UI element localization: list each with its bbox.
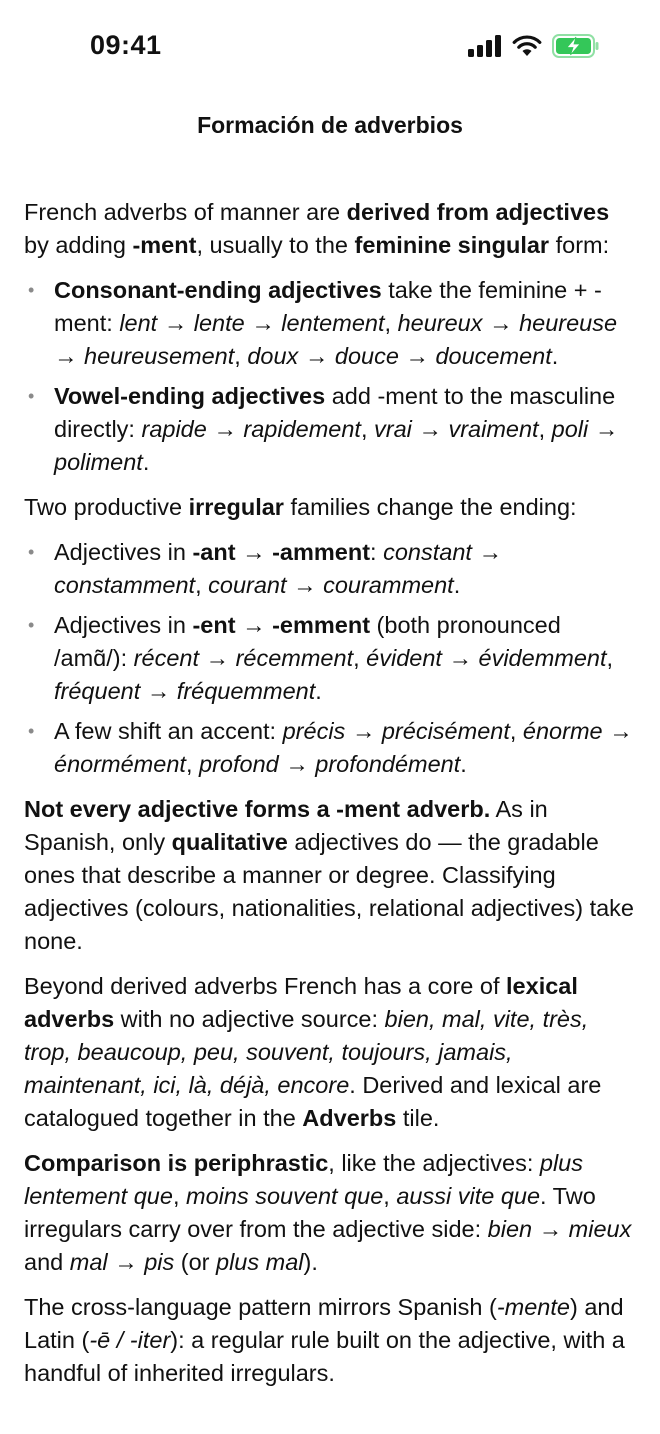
list-item [24, 536, 636, 602]
italic-text: douce [334, 343, 399, 369]
text-run: . [453, 572, 461, 598]
text-run: → [588, 416, 619, 442]
text-run: , [185, 751, 199, 777]
text-run: → [107, 1249, 145, 1275]
bold-text: Adverbs [302, 1105, 397, 1131]
text-run: → [345, 718, 382, 744]
text-run: ) and Latin ( [24, 1294, 624, 1353]
text-run: add -ment to the masculine directly: [54, 383, 616, 442]
text-run: French adverbs of manner are [24, 199, 347, 225]
paragraph-cross-language [24, 1291, 636, 1390]
text-run: → [532, 1216, 569, 1242]
text-run: , [360, 416, 375, 442]
italic-text: plus lentement que [24, 1150, 584, 1209]
paragraph-comparison [24, 1147, 636, 1279]
italic-text: récent [133, 645, 199, 671]
text-run: take the feminine + -ment: [54, 277, 602, 336]
text-run: → [482, 310, 520, 336]
text-run: adjectives do — the gradable ones that describe a manner or degree. Classifying adjectives (colours, nationalities, relational adjectives) take none. [24, 829, 635, 954]
text-run: , [384, 310, 398, 336]
status-icons [468, 34, 600, 58]
text-run: . Derived and lexical are catalogued together in the [24, 1072, 602, 1131]
text-run: → [235, 612, 273, 638]
text-run: Beyond derived adverbs French has a core of [24, 973, 507, 999]
text-run: → [54, 343, 85, 369]
text-run: → [398, 343, 436, 369]
text-run: (or [174, 1249, 217, 1275]
text-run: , [509, 718, 523, 744]
italic-text: récemment [235, 645, 354, 671]
list-regular-formation [24, 274, 636, 479]
text-run: , [234, 343, 248, 369]
status-time: 09:41 [90, 30, 162, 60]
italic-text: fréquent [54, 678, 141, 704]
text-run: , [353, 645, 367, 671]
text-run: Adjectives in [54, 539, 193, 565]
page-title: Formación de adverbios [197, 112, 463, 138]
text-run: . [142, 449, 150, 475]
italic-text: doucement [435, 343, 552, 369]
battery-charging-icon [552, 34, 600, 58]
italic-text: heureuse [519, 310, 618, 336]
italic-text: constamment [54, 572, 196, 598]
text-run: A few shift an accent: [54, 718, 283, 744]
bold-text: derived from adjectives [346, 199, 610, 225]
bold-text: feminine singular [354, 232, 550, 258]
text-run: and [24, 1249, 70, 1275]
text-run: → [602, 718, 633, 744]
list-item [24, 715, 636, 781]
italic-text: -mente [496, 1294, 570, 1320]
italic-text: précis [282, 718, 346, 744]
text-run: . Two irregulars carry over from the adjective side: [24, 1183, 596, 1242]
text-run: → [411, 416, 449, 442]
text-run: → [278, 751, 316, 777]
list-irregular-families [24, 536, 636, 781]
italic-text: vrai [374, 416, 412, 442]
list-item [24, 380, 636, 479]
text-run: → [199, 645, 236, 671]
text-run: : [370, 539, 384, 565]
italic-text: énorme [522, 718, 603, 744]
italic-text: profond [199, 751, 279, 777]
text-run: form: [549, 232, 610, 258]
italic-text: pis [144, 1249, 175, 1275]
text-run: → [471, 539, 502, 565]
italic-text: plus mal [216, 1249, 304, 1275]
text-run: The cross-language pattern mirrors Spanish ( [24, 1294, 497, 1320]
text-run: , usually to the [196, 232, 355, 258]
italic-text: moins souvent que [186, 1183, 384, 1209]
text-run: , like the adjectives: [328, 1150, 540, 1176]
italic-text: heureusement [84, 343, 235, 369]
italic-text: mieux [568, 1216, 632, 1242]
text-run: As in Spanish, only [24, 796, 548, 855]
bold-text: Consonant-ending adjectives [54, 277, 382, 303]
text-run: , [538, 416, 552, 442]
text-run: with no adjective source: [114, 1006, 385, 1032]
text-run: Two productive [24, 494, 189, 520]
italic-text: profondément [315, 751, 461, 777]
paragraph-lexical-adverbs [24, 970, 636, 1135]
italic-text: lente [193, 310, 245, 336]
text-run: → [235, 539, 273, 565]
italic-text: lent [119, 310, 158, 336]
italic-text: couramment [323, 572, 454, 598]
bold-text: -ment [132, 232, 197, 258]
bold-text: -ent [192, 612, 236, 638]
paragraph-intro [24, 196, 636, 262]
text-run: , [383, 1183, 397, 1209]
italic-text: poliment [54, 449, 143, 475]
italic-text: poli [551, 416, 589, 442]
italic-text: fréquemment [176, 678, 316, 704]
article-body [24, 196, 636, 1402]
bold-text: lexical adverbs [24, 973, 578, 1032]
text-run: Adjectives in [54, 612, 193, 638]
italic-text: vraiment [448, 416, 539, 442]
bold-text: Vowel-ending adjectives [54, 383, 326, 409]
text-run: families change the ending: [283, 494, 577, 520]
bold-text: qualitative [171, 829, 288, 855]
text-run: by adding [24, 232, 133, 258]
italic-text: lentement [281, 310, 385, 336]
text-run: . [315, 678, 322, 704]
text-run: , [195, 572, 209, 598]
bold-text: irregular [188, 494, 284, 520]
text-run: → [140, 678, 177, 704]
paragraph-irregular-families [24, 491, 636, 524]
text-run: → [286, 572, 324, 598]
italic-text: précisément [381, 718, 510, 744]
signal-icon [468, 35, 502, 57]
text-run: ): a regular rule built on the adjective, with a handful of inherited irregulars. [24, 1327, 625, 1386]
italic-text: aussi vite que [396, 1183, 541, 1209]
list-item [24, 609, 636, 708]
italic-text: mal [69, 1249, 108, 1275]
italic-text: -ē / -iter [89, 1327, 171, 1353]
text-run: ). [303, 1249, 318, 1275]
bold-text: -emment [272, 612, 371, 638]
bold-text: -ant [192, 539, 236, 565]
italic-text: heureux [397, 310, 483, 336]
wifi-icon [512, 35, 542, 57]
italic-text: rapide [141, 416, 207, 442]
text-run: → [441, 645, 479, 671]
text-run: (both pronounced /amɑ̃/): [54, 612, 561, 671]
italic-text: doux [247, 343, 299, 369]
italic-text: rapidement [243, 416, 361, 442]
italic-text: évidemment [478, 645, 607, 671]
italic-text: bien, mal, vite, très, trop, beaucoup, peu, souvent, toujours, jamais, maintenant, ici, là, déjà, encore [24, 1006, 589, 1098]
italic-text: bien [487, 1216, 533, 1242]
bold-text: Not every adjective forms a -ment adverb. [24, 796, 491, 822]
text-run: → [298, 343, 335, 369]
italic-text: courant [208, 572, 287, 598]
bold-text: Comparison is periphrastic [24, 1150, 329, 1176]
text-run: tile. [396, 1105, 440, 1131]
italic-text: énormément [54, 751, 186, 777]
bold-text: -amment [272, 539, 371, 565]
status-bar [0, 0, 660, 100]
text-run: . [460, 751, 467, 777]
italic-text: évident [366, 645, 442, 671]
text-run: → [244, 310, 282, 336]
paragraph-qualitative [24, 793, 636, 958]
text-run: , [606, 645, 614, 671]
text-run: , [172, 1183, 187, 1209]
text-run: → [157, 310, 194, 336]
italic-text: constant [383, 539, 472, 565]
text-run: → [206, 416, 244, 442]
text-run: . [551, 343, 559, 369]
list-item [24, 274, 636, 373]
